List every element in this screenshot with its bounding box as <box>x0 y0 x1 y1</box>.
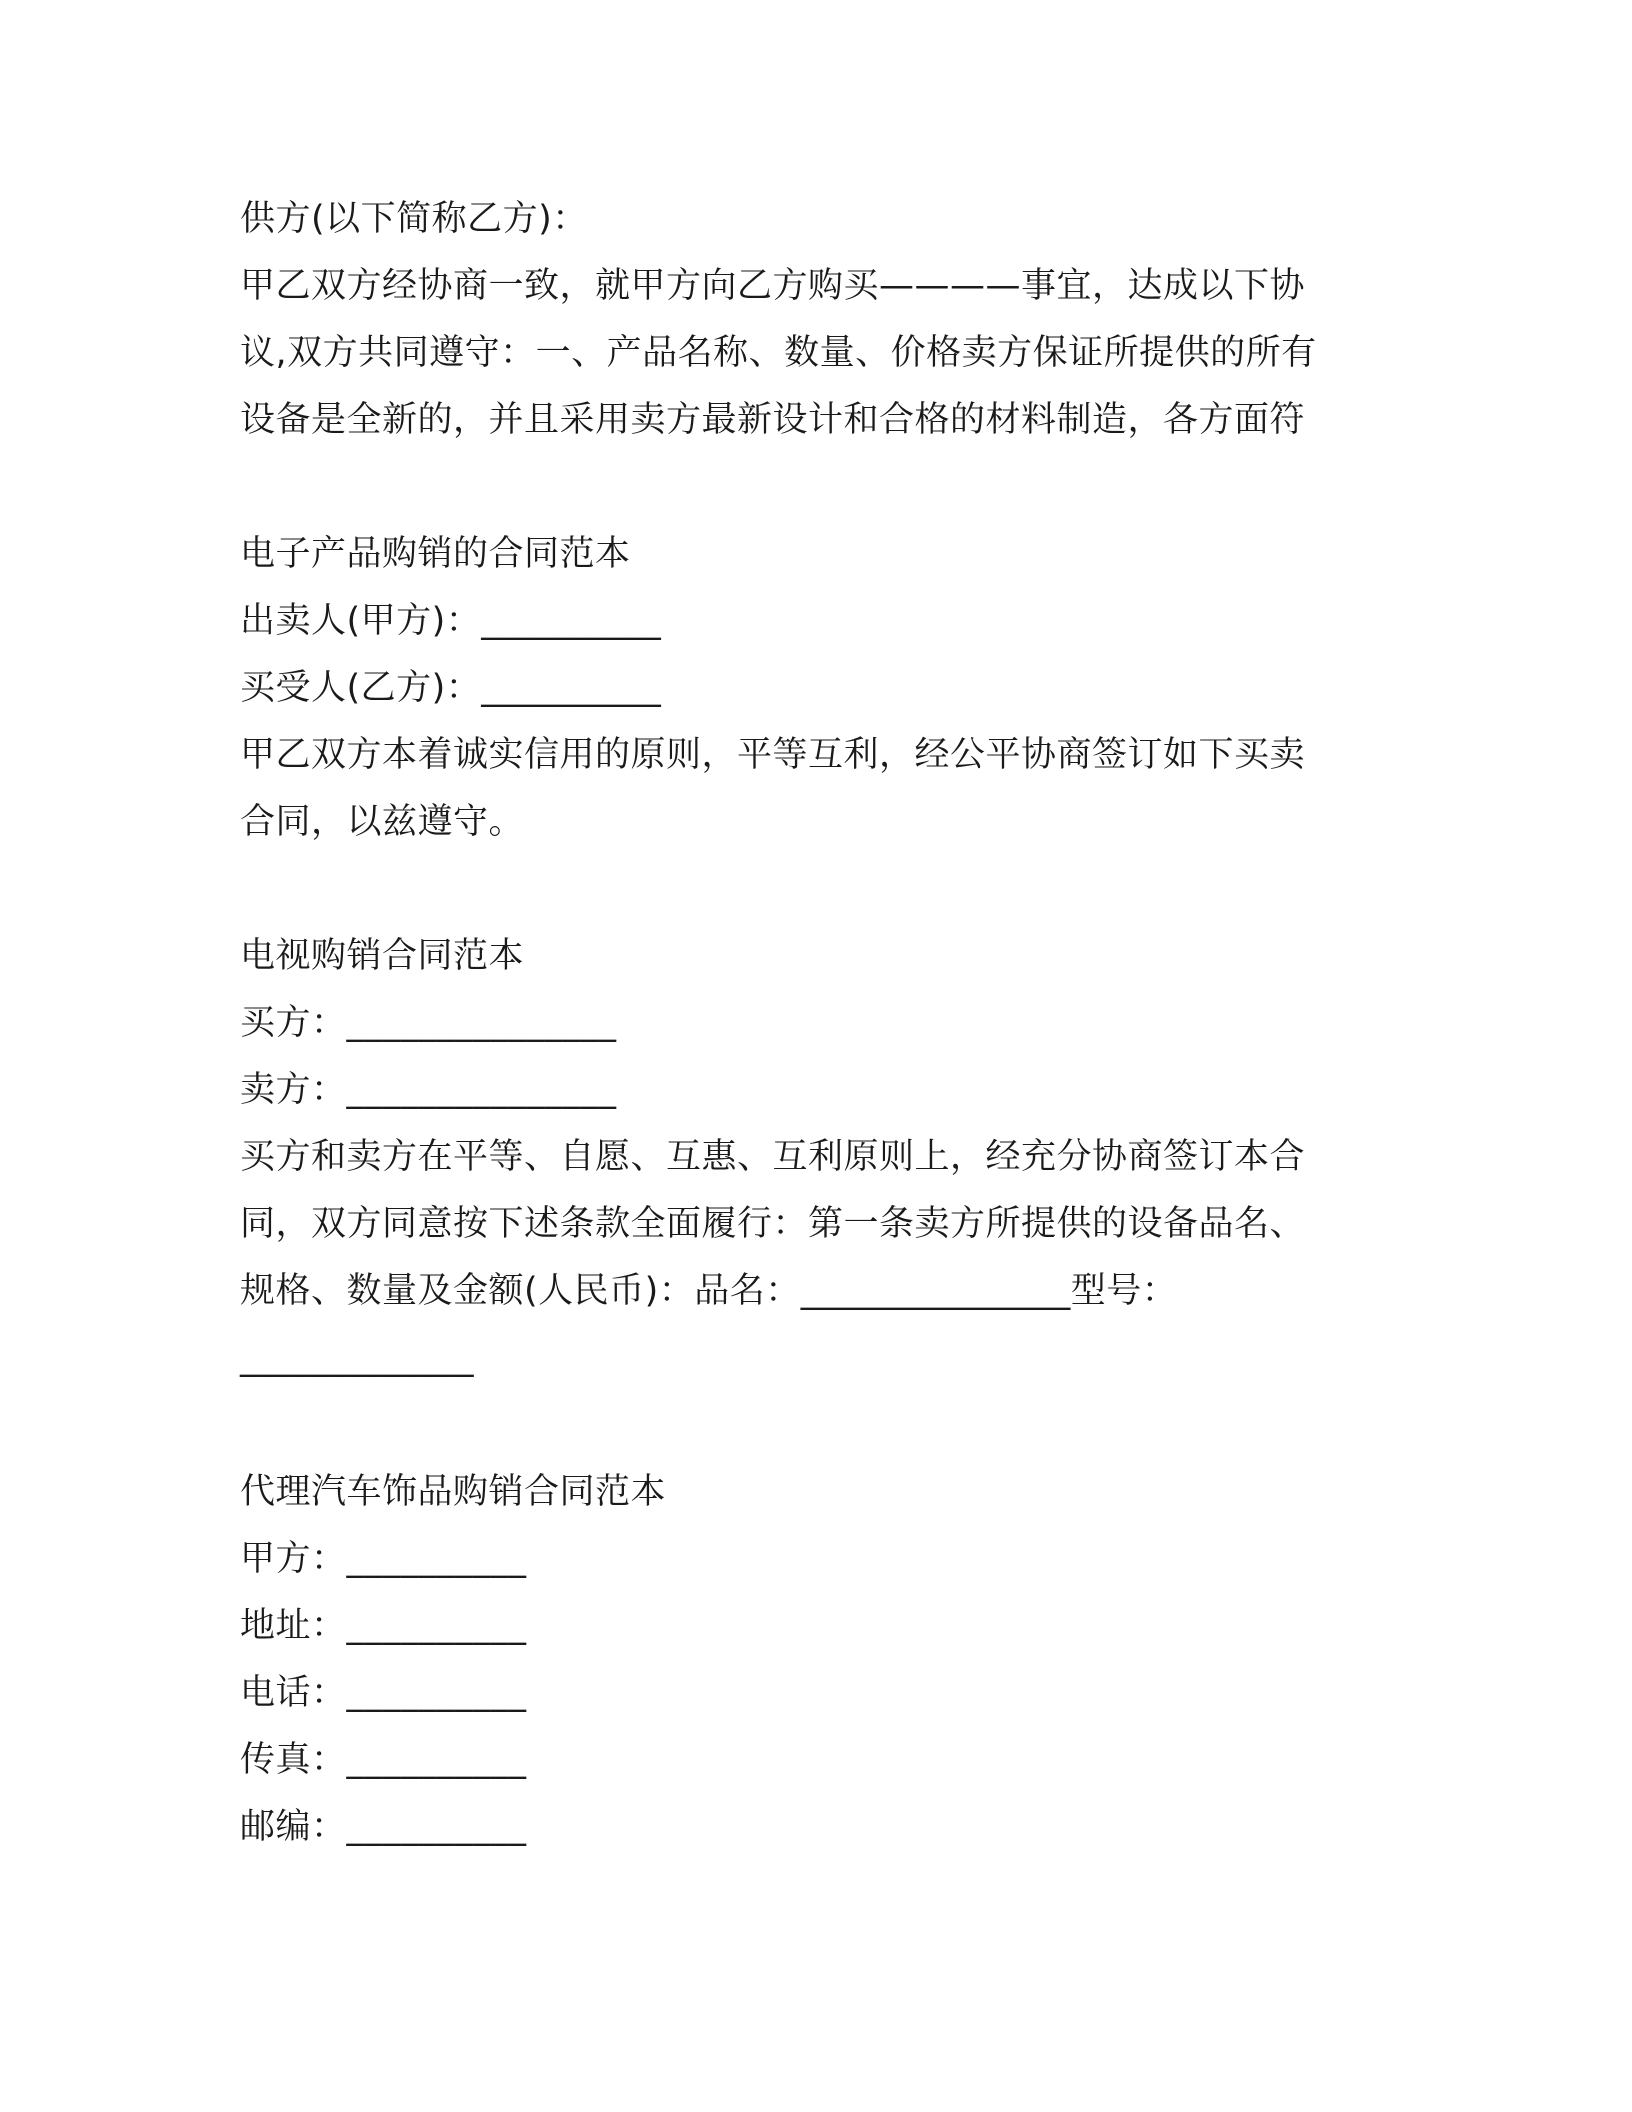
section2-title: 电子产品购销的合同范本 <box>240 534 631 574</box>
section1-line-1: 甲乙双方经协商一致，就甲方向乙方购买————事宜，达成以下协 <box>240 266 1306 306</box>
spacer <box>240 1392 1370 1459</box>
section3-line-1: 买方和卖方在平等、自愿、互惠、互利原则上，经充分协商签订本合 <box>240 1137 1306 1177</box>
section1-line-2: 议,双方共同遵守：一、产品名称、数量、价格卖方保证所提供的所有 <box>240 333 1317 373</box>
spacer <box>240 856 1370 923</box>
section2-buyer-field: 买受人(乙方)：__________ <box>240 668 662 708</box>
section1-line-3: 设备是全新的，并且采用卖方最新设计和合格的材料制造，各方面符 <box>240 400 1306 440</box>
section3-seller-field: 卖方：_______________ <box>240 1070 617 1110</box>
section3-title: 电视购销合同范本 <box>240 936 525 976</box>
section2-seller-field: 出卖人(甲方)：__________ <box>240 601 662 641</box>
section3-buyer-field: 买方：_______________ <box>240 1003 617 1043</box>
section4-title: 代理汽车饰品购销合同范本 <box>240 1472 667 1512</box>
section2-line-1: 甲乙双方本着诚实信用的原则，平等互利，经公平协商签订如下买卖 <box>240 735 1306 775</box>
section4-field-address: 地址：__________ <box>240 1606 527 1646</box>
section4-field-fax: 传真：__________ <box>240 1740 527 1780</box>
section1-heading: 供方(以下简称乙方)： <box>240 199 588 239</box>
section4-field-party-a: 甲方：__________ <box>240 1539 527 1579</box>
spacer <box>240 454 1370 521</box>
section3-line-4: _____________ <box>240 1338 474 1378</box>
document-page <box>240 186 1370 1861</box>
section4-field-phone: 电话：__________ <box>240 1673 527 1713</box>
section3-line-2: 同，双方同意按下述条款全面履行：第一条卖方所提供的设备品名、 <box>240 1204 1306 1244</box>
section3-line-3: 规格、数量及金额(人民币)：品名：_______________型号： <box>240 1271 1178 1311</box>
section2-line-2: 合同，以兹遵守。 <box>240 802 525 842</box>
section4-field-postcode: 邮编：__________ <box>240 1807 527 1847</box>
